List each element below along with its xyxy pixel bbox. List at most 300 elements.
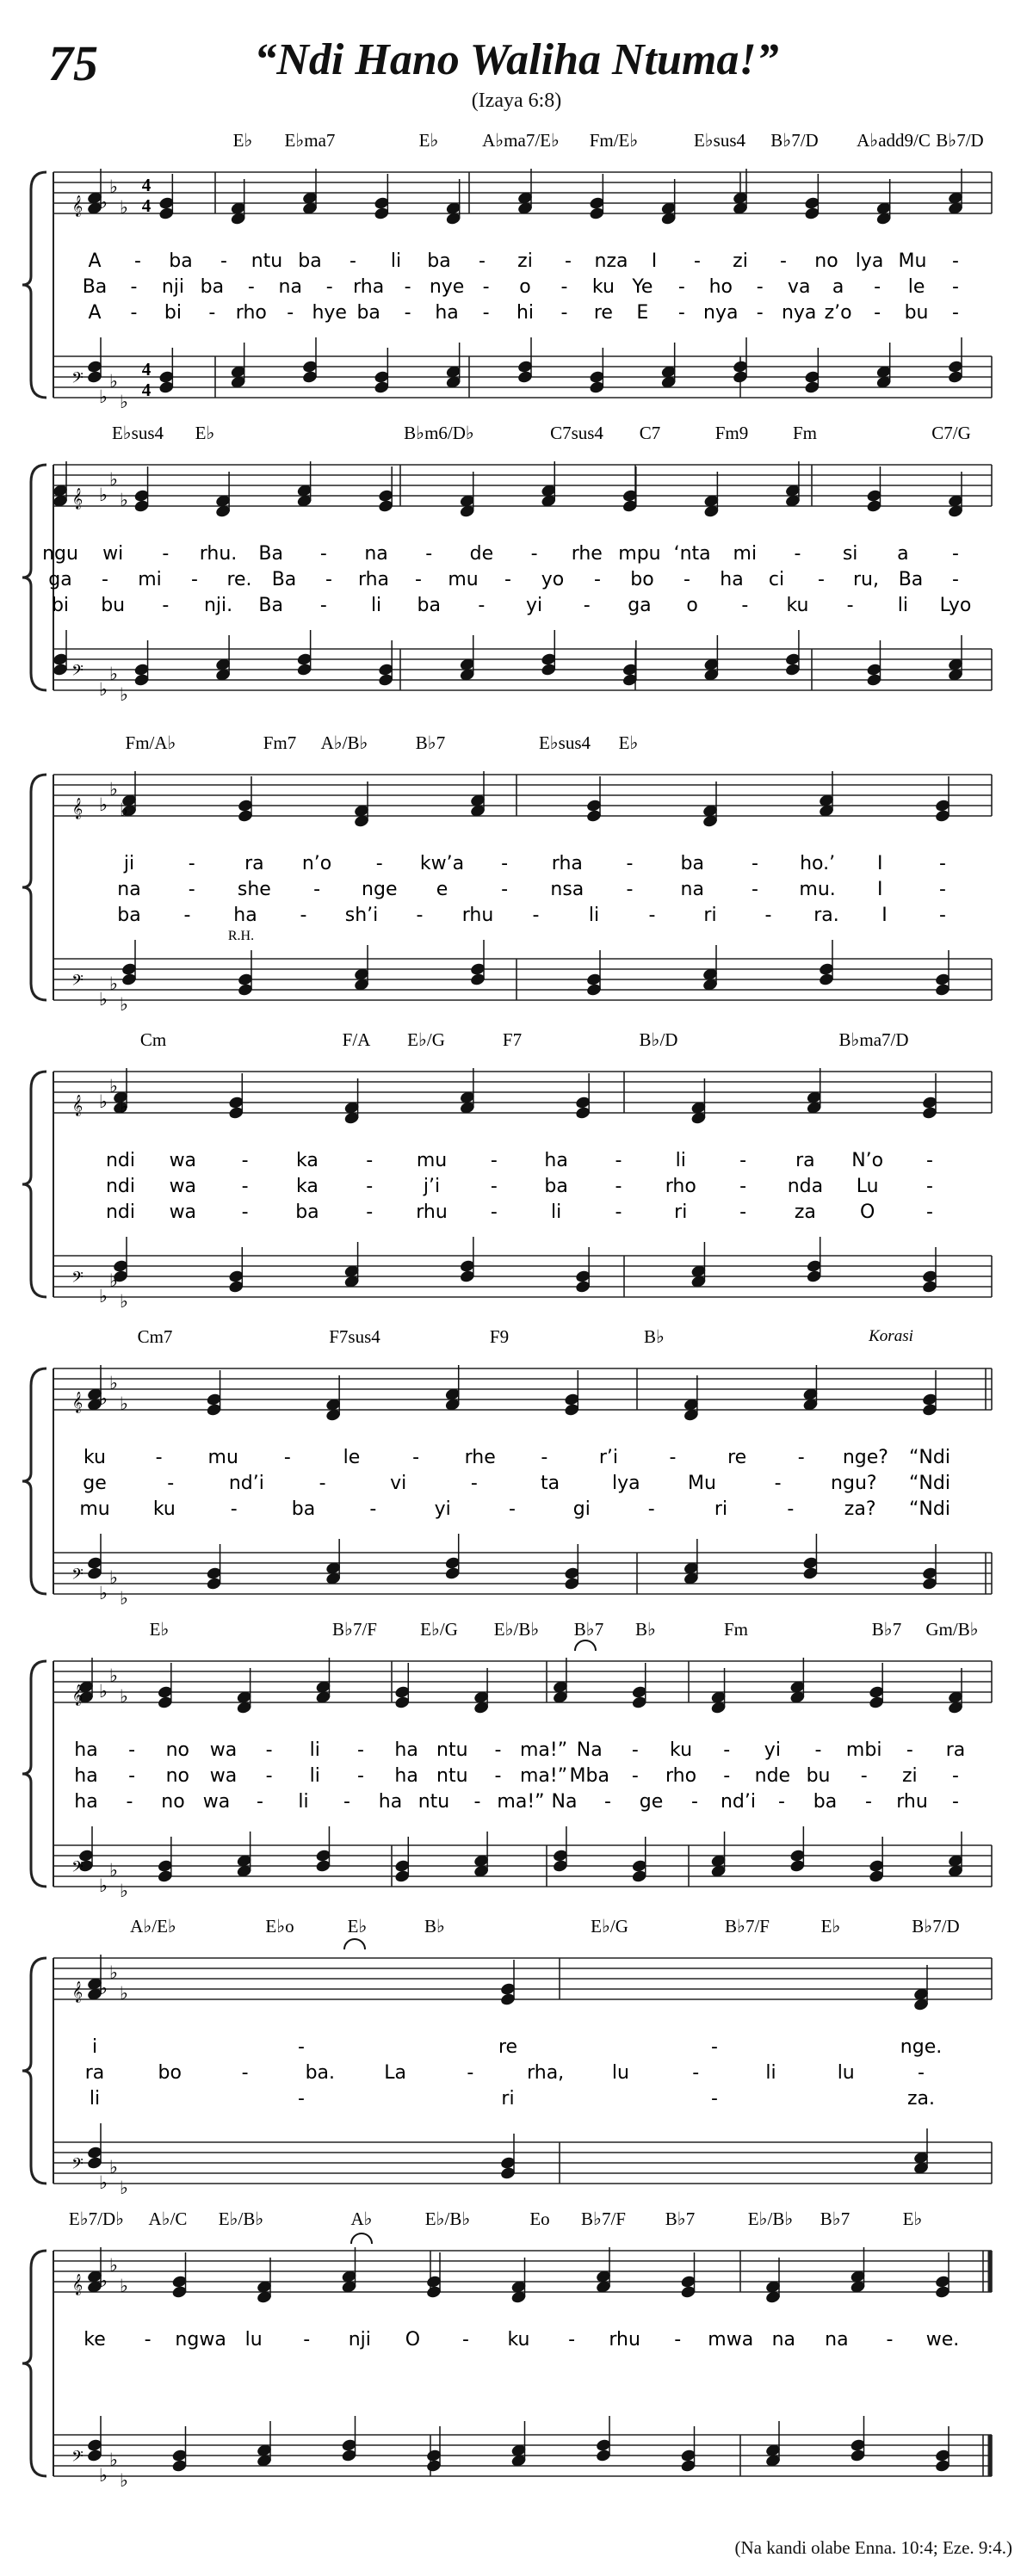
lyric-syllable: za. [906, 2088, 936, 2110]
lyric-syllable: r’i [598, 1447, 619, 1468]
chord-symbol: Fm [723, 1619, 749, 1640]
lyric-syllable: E [636, 302, 649, 324]
lyric-syllable: ha [378, 1791, 403, 1813]
key-flat: ♭ [120, 800, 128, 820]
hyphen: - [906, 1739, 913, 1761]
chord-symbol: E♭/G [407, 1029, 445, 1050]
lyric-syllable: Na [551, 1791, 578, 1813]
lyric-syllable: de [469, 543, 494, 565]
hyphen: - [319, 543, 327, 565]
lyric-syllable: ba [544, 1176, 568, 1197]
lyric-syllable: nya [781, 302, 817, 324]
chord-symbol: A♭/E♭ [130, 1916, 176, 1937]
lyric-syllable: mi [733, 543, 758, 565]
lyric-syllable: ba [298, 250, 322, 272]
lyric-syllable: ba [813, 1791, 838, 1813]
key-flat: ♭ [99, 1978, 108, 1998]
chord-symbol: F7 [502, 1029, 523, 1050]
key-flat: ♭ [120, 2178, 128, 2198]
lyric-syllable: ba [295, 1202, 319, 1223]
lyric-syllable: ho [708, 276, 733, 298]
chord-symbol: E♭ [820, 1916, 841, 1937]
hyphen: - [594, 569, 601, 590]
lyric-syllable: li [588, 905, 600, 926]
lyric-syllable: ku [591, 276, 615, 298]
chord-symbol: E♭ [149, 1619, 170, 1640]
hyphen: - [162, 543, 170, 565]
hyphen: - [723, 1739, 731, 1761]
chorus-label: Korasi [869, 1327, 913, 1345]
chord-symbol: A♭/B♭ [320, 732, 368, 753]
lyric-syllable: na [117, 879, 141, 900]
lyric-syllable: “Ndi [909, 1473, 950, 1494]
hyphen: - [684, 569, 690, 590]
lyric-syllable: nd’i [228, 1473, 264, 1494]
lyric-syllable: yi [764, 1739, 781, 1761]
hyphen: - [494, 1739, 502, 1761]
hyphen: - [939, 853, 946, 874]
lyric-syllable: ho.’ [800, 853, 836, 874]
system-6 [22, 1640, 992, 1887]
lyric-syllable: sh’i [344, 905, 379, 926]
bass-staff [53, 2435, 992, 2476]
lyric-syllable: I [877, 879, 883, 900]
lyric-syllable: bu [904, 302, 929, 324]
hyphen: - [415, 569, 422, 590]
hyphen: - [860, 1765, 868, 1787]
key-flat: ♭ [120, 1588, 128, 1609]
treble-clef: 𝄞 [71, 488, 84, 509]
lyric-syllable: Na [576, 1739, 603, 1761]
hyphen: - [952, 276, 959, 298]
lyric-syllable: bo [158, 2062, 182, 2084]
hyphen: - [482, 276, 490, 298]
hyphen: - [711, 2036, 718, 2058]
hyphen: - [490, 1202, 498, 1223]
hyphen: - [501, 879, 509, 900]
bass-clef: 𝄢 [71, 972, 84, 992]
brace [22, 1958, 46, 2184]
chord-symbol: E♭ [347, 1916, 368, 1937]
hyphen: - [918, 2062, 925, 2084]
lyric-syllable: nya [703, 302, 739, 324]
chord-symbol: B♭7 [820, 2208, 851, 2229]
lyric-syllable: mwa [708, 2329, 754, 2351]
chord-symbol: A♭add9/C [857, 130, 931, 151]
key-flat: ♭ [109, 1567, 118, 1588]
chord-symbol: B♭7/D [912, 1916, 960, 1937]
lyric-syllable: yi [526, 595, 543, 616]
chord-symbol: Fm9 [714, 423, 749, 443]
lyric-syllable: bo [630, 569, 654, 590]
lyric-syllable: z’o [824, 302, 852, 324]
hyphen: - [404, 276, 411, 298]
chord-symbol: B♭7/F [725, 1916, 770, 1937]
key-flat: ♭ [99, 1875, 108, 1896]
lyric-syllable: na [278, 276, 302, 298]
lyric-syllable: wi [102, 543, 124, 565]
chord-symbol: B♭ma7/D [838, 1029, 909, 1050]
lyric-syllable: re. [226, 569, 252, 590]
hyphen: - [530, 543, 538, 565]
key-flat: ♭ [109, 469, 118, 490]
lyric-syllable: na [364, 543, 388, 565]
lyric-syllable: ta [541, 1473, 560, 1494]
key-flat: ♭ [109, 1270, 118, 1291]
key-flat: ♭ [99, 2270, 108, 2291]
chord-symbol: E♭sus4 [693, 130, 746, 151]
lyric-syllable: A [88, 302, 102, 324]
lyric-syllable: ra [84, 2062, 105, 2084]
hyphen: - [694, 250, 701, 272]
lyric-syllable: li [897, 595, 908, 616]
fermata [351, 2233, 372, 2244]
lyric-syllable: va [787, 276, 811, 298]
lyric-syllable: ri [703, 905, 717, 926]
chord-symbol: E♭ [618, 732, 639, 753]
hyphen: - [128, 1765, 136, 1787]
key-flat: ♭ [99, 485, 108, 505]
chord-symbol: C7/G [931, 423, 971, 443]
lyric-syllable: li [675, 1150, 686, 1171]
lyric-syllable: ngu [42, 543, 78, 565]
lyric-syllable: za [794, 1202, 816, 1223]
lyric-syllable: “Ndi [909, 1447, 950, 1468]
lyric-syllable: mu [207, 1447, 238, 1468]
key-flat: ♭ [109, 2255, 118, 2276]
brace [22, 1661, 46, 1887]
time-sig-bottom: 4 [141, 195, 152, 216]
key-flat: ♭ [99, 192, 108, 213]
lyric-syllable: zi [517, 250, 533, 272]
hyphen: - [787, 1498, 795, 1520]
lyric-syllable: ku [152, 1498, 176, 1520]
chord-symbol: Fm/E♭ [589, 130, 639, 151]
system-8 [22, 2233, 992, 2476]
lyric-syllable: li [370, 595, 382, 616]
treble-clef: 𝄞 [71, 2274, 84, 2295]
hyphen: - [155, 1447, 163, 1468]
lyric-syllable: o [686, 595, 698, 616]
lyric-syllable: rhu [609, 2329, 640, 2351]
hyphen: - [560, 276, 568, 298]
hyphen: - [220, 250, 227, 272]
lyric-syllable: she [237, 879, 271, 900]
lyric-syllable: li [89, 2088, 101, 2110]
hyphen: - [739, 1150, 747, 1171]
lyric-syllable: zi [733, 250, 748, 272]
lyric-syllable: lu [837, 2062, 855, 2084]
hyphen: - [741, 595, 749, 616]
lyric-syllable: wa [169, 1176, 197, 1197]
treble-staff [53, 465, 992, 506]
chord-symbol: B♭ [635, 1619, 656, 1640]
lyric-syllable: bi [164, 302, 182, 324]
hyphen: - [191, 569, 198, 590]
hyphen: - [230, 1498, 238, 1520]
lyric-syllable: le [907, 276, 925, 298]
lyric-syllable: lu [244, 2329, 263, 2351]
lyric-syllable: hi [516, 302, 535, 324]
lyric-syllable: nye [429, 276, 465, 298]
chord-symbol: B♭7/D [770, 130, 819, 151]
chord-symbol: E♭/B♭ [493, 1619, 540, 1640]
lyric-syllable: nde [754, 1765, 791, 1787]
lyric-syllable: le [343, 1447, 361, 1468]
hymn-number: 75 [48, 35, 98, 91]
lyric-syllable: li [309, 1739, 320, 1761]
hyphen: - [615, 1202, 622, 1223]
brace [22, 465, 46, 690]
lyric-syllable: gi [572, 1498, 591, 1520]
hyphen: - [494, 1765, 502, 1787]
bass-clef: 𝄢 [71, 369, 84, 390]
lyric-syllable: ba [200, 276, 225, 298]
lyric-syllable: ka [296, 1150, 319, 1171]
lyric-syllable: we. [925, 2329, 960, 2351]
lyric-syllable: ri [714, 1498, 728, 1520]
lyric-syllable: “Ndi [909, 1498, 950, 1520]
hyphen: - [751, 853, 758, 874]
key-flat: ♭ [99, 1286, 108, 1307]
hyphen: - [479, 250, 486, 272]
chord-symbol: F7sus4 [329, 1326, 380, 1347]
chord-symbol: E♭ [418, 130, 439, 151]
lyric-syllable: ba [680, 853, 704, 874]
bass-staff [53, 649, 992, 690]
lyric-syllable: nji. [203, 595, 233, 616]
key-flat: ♭ [109, 2157, 118, 2178]
hyphen: - [952, 250, 959, 272]
chord-symbol: B♭ [644, 1326, 665, 1347]
hyphen: - [874, 302, 881, 324]
hyphen: - [926, 1176, 933, 1197]
hyphen: - [691, 1791, 698, 1813]
lyric-syllable: na [825, 2329, 849, 2351]
key-flat: ♭ [120, 994, 128, 1015]
lyric-syllable: a [832, 276, 844, 298]
lyric-syllable: li [765, 2062, 776, 2084]
hyphen: - [541, 1447, 548, 1468]
hyphen: - [473, 1791, 481, 1813]
hyphen: - [167, 1473, 175, 1494]
hyphen: - [349, 250, 356, 272]
hyphen: - [565, 250, 572, 272]
hyphen: - [366, 1176, 374, 1197]
hyphen: - [183, 905, 191, 926]
chord-symbol: E♭ [902, 2208, 923, 2229]
lyric-syllable: rha, [527, 2062, 565, 2084]
lyric-syllable: rha [353, 276, 385, 298]
treble-clef: 𝄞 [71, 1392, 84, 1412]
lyric-syllable: Mba [569, 1765, 609, 1787]
lyric-syllable: ndi [105, 1176, 136, 1197]
lyric-syllable: Mu [687, 1473, 716, 1494]
hyphen: - [952, 543, 959, 565]
key-flat: ♭ [120, 684, 128, 705]
lyric-syllable: bi [51, 595, 70, 616]
lyric-syllable: wa [169, 1150, 197, 1171]
lyric-syllable: Ba [898, 569, 924, 590]
lyric-syllable: A [88, 250, 102, 272]
lyric-syllable: Mu [898, 250, 927, 272]
key-flat: ♭ [109, 176, 118, 197]
lyric-syllable: ha [435, 302, 459, 324]
lyric-syllable: ra. [813, 905, 839, 926]
hyphen: - [319, 595, 327, 616]
hyphen: - [756, 276, 764, 298]
key-flat: ♭ [109, 1860, 118, 1881]
hyphen: - [366, 1150, 374, 1171]
hyphen: - [490, 1176, 498, 1197]
lyric-syllable: ndi [105, 1202, 136, 1223]
key-flat: ♭ [99, 1583, 108, 1603]
hyphen: - [467, 2062, 474, 2084]
lyric-syllable: mu [448, 569, 479, 590]
brace [22, 1072, 46, 1297]
hyphen: - [780, 250, 787, 272]
lyric-syllable: vi [390, 1473, 407, 1494]
hyphen: - [926, 1202, 933, 1223]
hyphen: - [298, 2088, 305, 2110]
lyric-syllable: ngwa [175, 2329, 226, 2351]
hyphen: - [939, 879, 946, 900]
hyphen: - [797, 1447, 805, 1468]
hyphen: - [130, 302, 138, 324]
hyphen: - [846, 595, 854, 616]
hyphen: - [366, 1202, 374, 1223]
lyric-syllable: nda [787, 1176, 824, 1197]
chord-symbol: B♭7/F [581, 2208, 626, 2229]
hyphen: - [739, 1176, 747, 1197]
hyphen: - [764, 905, 772, 926]
lyric-syllable: no [165, 1765, 190, 1787]
key-flat: ♭ [99, 2465, 108, 2486]
lyric-syllable: ha [74, 1765, 98, 1787]
chord-symbol: Fm7 [263, 732, 297, 753]
chord-symbol: E♭/B♭ [424, 2208, 471, 2229]
hyphen: - [313, 879, 321, 900]
lyric-syllable: a [897, 543, 909, 565]
lyric-syllable: Ba [258, 543, 283, 565]
hyphen: - [532, 905, 540, 926]
lyric-syllable: hye [312, 302, 347, 324]
scripture-reference: (Izaya 6:8) [471, 90, 562, 112]
chord-symbol: Fm [792, 423, 818, 443]
hyphen: - [818, 569, 825, 590]
hyphen: - [669, 1447, 677, 1468]
chord-symbol: Cm [139, 1029, 167, 1050]
hyphen: - [501, 853, 509, 874]
hyphen: - [300, 905, 307, 926]
key-flat: ♭ [109, 1962, 118, 1983]
brace [22, 2251, 46, 2476]
key-flat: ♭ [120, 1096, 128, 1117]
brace [22, 775, 46, 1000]
hyphen: - [356, 1739, 364, 1761]
lyric-syllable: ra [244, 853, 264, 874]
treble-staff [53, 1072, 992, 1113]
key-flat: ♭ [120, 1881, 128, 1901]
hyphen: - [560, 302, 568, 324]
key-flat: ♭ [109, 1373, 118, 1393]
hyphen: - [404, 302, 411, 324]
treble-staff [53, 775, 992, 816]
lyric-syllable: o [519, 276, 531, 298]
hyphen: - [319, 1473, 326, 1494]
lyric-syllable: I [651, 250, 658, 272]
key-flat: ♭ [120, 2276, 128, 2296]
key-flat: ♭ [99, 989, 108, 1010]
chord-symbol: E♭o [265, 1916, 294, 1937]
hyphen: - [631, 1765, 639, 1787]
lyric-syllable: yo [541, 569, 565, 590]
lyric-syllable: O [405, 2329, 421, 2351]
fermata [575, 1640, 596, 1651]
time-sig-bottom: 4 [141, 380, 152, 400]
lyric-syllable: ntu [436, 1739, 468, 1761]
hyphen: - [739, 1202, 747, 1223]
fermata [344, 1939, 365, 1949]
hymn-title: “Ndi Hano Waliha Ntuma!” [254, 35, 779, 84]
lyric-syllable: ba [356, 302, 380, 324]
lyric-syllable: na [771, 2329, 796, 2351]
bass-staff [53, 1845, 992, 1887]
chord-symbol: B♭7 [665, 2208, 696, 2229]
hyphen: - [162, 595, 170, 616]
hyphen: - [241, 1150, 249, 1171]
chord-symbol: Cm7 [137, 1326, 173, 1347]
hyphen: - [287, 302, 294, 324]
lyric-syllable: mu [79, 1498, 110, 1520]
lyric-syllable: rho [665, 1765, 697, 1787]
chord-symbol: E♭7/D♭ [68, 2208, 125, 2229]
hyphen: - [375, 853, 383, 874]
treble-staff [53, 1958, 992, 1999]
lyric-syllable: Ye [632, 276, 653, 298]
lyric-syllable: ga [48, 569, 72, 590]
lyric-syllable: mu. [799, 879, 836, 900]
hyphen: - [952, 1765, 959, 1787]
hyphen: - [425, 543, 433, 565]
chord-symbol: B♭7 [573, 1619, 604, 1640]
lyric-syllable: li [298, 1791, 309, 1813]
bass-staff [53, 1256, 992, 1297]
key-flat: ♭ [120, 392, 128, 412]
hyphen: - [626, 879, 634, 900]
bass-clef: 𝄢 [71, 1858, 84, 1879]
hyphen: - [102, 569, 108, 590]
lyric-syllable: no [161, 1791, 185, 1813]
hyphen: - [504, 569, 511, 590]
hyphen: - [865, 1791, 872, 1813]
treble-staff [53, 1368, 992, 1410]
hyphen: - [814, 1739, 822, 1761]
lyric-syllable: ha [720, 569, 744, 590]
chord-symbol: E♭ma7 [284, 130, 336, 151]
hyphen: - [568, 2329, 576, 2351]
hyphen: - [952, 1791, 959, 1813]
hyphen: - [615, 1150, 622, 1171]
key-flat: ♭ [99, 1681, 108, 1702]
key-flat: ♭ [109, 1665, 118, 1686]
key-flat: ♭ [120, 197, 128, 218]
lyric-syllable: Ba [271, 569, 297, 590]
key-flat: ♭ [120, 1983, 128, 2004]
hyphen: - [265, 1765, 273, 1787]
hyphen: - [482, 302, 490, 324]
hyphen: - [756, 302, 764, 324]
